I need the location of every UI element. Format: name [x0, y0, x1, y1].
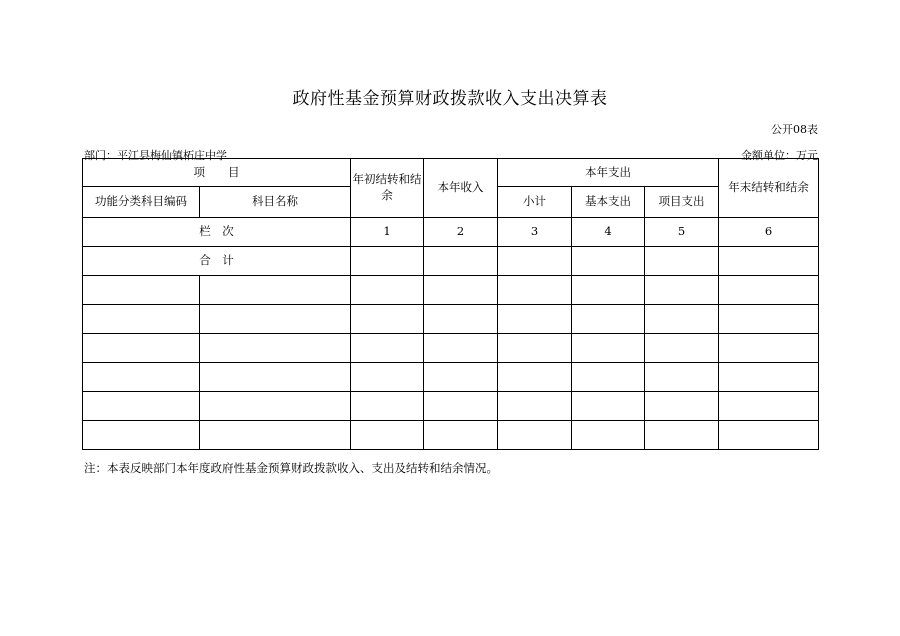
header-code: 功能分类科目编码 — [83, 187, 200, 218]
table-cell — [200, 421, 351, 450]
table-cell — [200, 392, 351, 421]
table-cell — [719, 276, 819, 305]
table-cell — [719, 392, 819, 421]
table-cell — [572, 392, 645, 421]
total-row — [83, 247, 819, 276]
table-cell — [424, 247, 498, 276]
table-row — [83, 276, 819, 305]
table-cell — [351, 276, 424, 305]
table-cell — [351, 305, 424, 334]
column-number-6: 6 — [719, 218, 819, 247]
form-number: 公开08表 — [771, 123, 818, 136]
table-cell — [719, 334, 819, 363]
table-row — [83, 363, 819, 392]
table-cell — [645, 334, 719, 363]
table-row — [83, 334, 819, 363]
table-cell — [83, 392, 200, 421]
table-cell — [83, 363, 200, 392]
table-cell — [645, 276, 719, 305]
column-number-3: 3 — [498, 218, 572, 247]
table-cell — [351, 363, 424, 392]
header-project: 项 目 — [83, 159, 351, 187]
header-expenditure: 本年支出 — [498, 159, 719, 187]
table-cell — [645, 421, 719, 450]
table-cell — [572, 247, 645, 276]
column-number-4: 4 — [572, 218, 645, 247]
table-cell — [572, 276, 645, 305]
column-number-row — [83, 218, 819, 247]
table-cell — [83, 421, 200, 450]
header-basic: 基本支出 — [572, 187, 645, 218]
table-cell — [200, 363, 351, 392]
table-cell — [572, 363, 645, 392]
table-row — [83, 305, 819, 334]
table-cell — [424, 334, 498, 363]
table-cell — [424, 421, 498, 450]
table-cell — [719, 247, 819, 276]
table-cell — [200, 305, 351, 334]
total-label: 合 计 — [83, 247, 351, 276]
budget-table — [82, 158, 819, 450]
table-cell — [351, 247, 424, 276]
header-opening-balance: 年初结转和结余 — [351, 159, 424, 218]
header-income: 本年收入 — [424, 159, 498, 218]
table-cell — [83, 334, 200, 363]
table-cell — [572, 334, 645, 363]
table-cell — [719, 363, 819, 392]
table-cell — [424, 392, 498, 421]
table-cell — [572, 305, 645, 334]
table-cell — [200, 334, 351, 363]
table-row — [83, 421, 819, 450]
table-cell — [424, 305, 498, 334]
table-cell — [572, 421, 645, 450]
table-cell — [645, 392, 719, 421]
table-cell — [645, 305, 719, 334]
table-cell — [645, 363, 719, 392]
amount-unit-label: 金额单位：万元 — [741, 149, 818, 162]
department-label: 部门：平江县梅仙镇柘庄中学 — [84, 149, 227, 162]
table-cell — [498, 247, 572, 276]
table-cell — [719, 305, 819, 334]
column-number-label: 栏 次 — [83, 218, 351, 247]
table-cell — [498, 305, 572, 334]
table-cell — [498, 392, 572, 421]
table-cell — [498, 276, 572, 305]
table-cell — [424, 276, 498, 305]
table-cell — [498, 334, 572, 363]
table-cell — [83, 305, 200, 334]
column-number-1: 1 — [351, 218, 424, 247]
table-cell — [645, 247, 719, 276]
table-cell — [83, 276, 200, 305]
column-number-5: 5 — [645, 218, 719, 247]
table-cell — [200, 276, 351, 305]
table-cell — [351, 421, 424, 450]
header-name: 科目名称 — [200, 187, 351, 218]
table-cell — [719, 421, 819, 450]
header-project-exp: 项目支出 — [645, 187, 719, 218]
header-closing-balance: 年末结转和结余 — [719, 159, 819, 218]
column-number-2: 2 — [424, 218, 498, 247]
table-cell — [424, 363, 498, 392]
table-cell — [351, 392, 424, 421]
table-cell — [498, 421, 572, 450]
table-cell — [498, 363, 572, 392]
table-row — [83, 392, 819, 421]
page-title: 政府性基金预算财政拨款收入支出决算表 — [292, 89, 608, 109]
header-row-1 — [83, 159, 819, 187]
footnote: 注：本表反映部门本年度政府性基金预算财政拨款收入、支出及结转和结余情况。 — [84, 461, 498, 475]
table-cell — [351, 334, 424, 363]
header-subtotal: 小计 — [498, 187, 572, 218]
